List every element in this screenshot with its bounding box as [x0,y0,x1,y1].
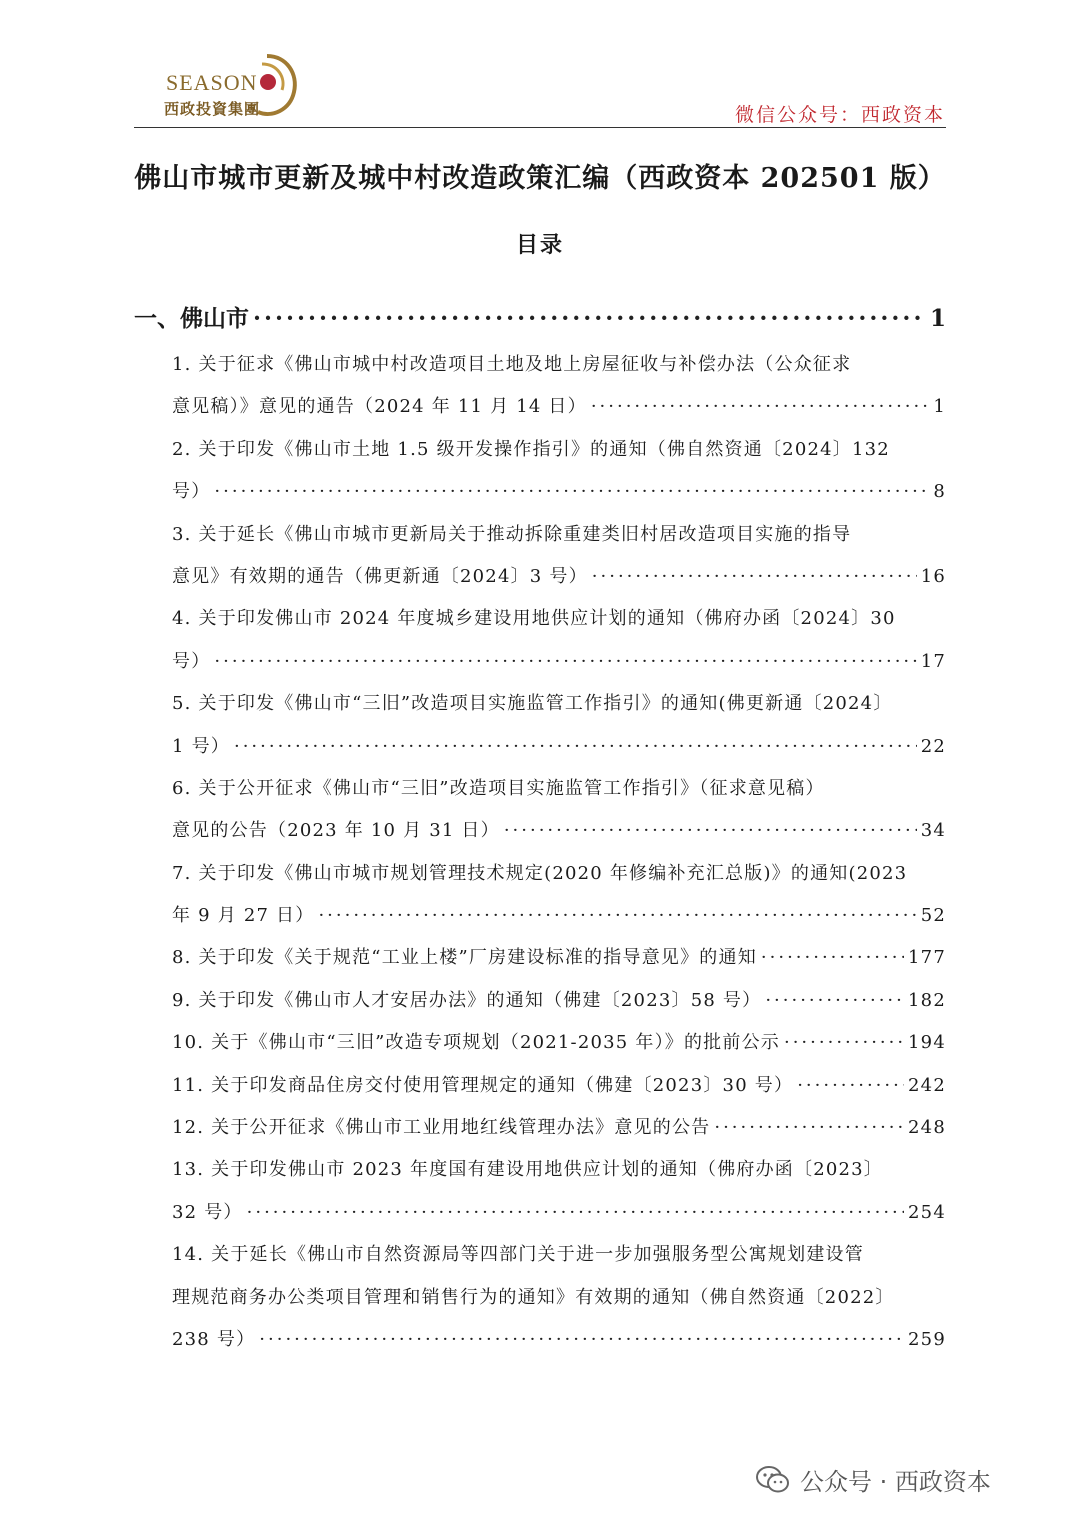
section-page: 1 [929,305,946,332]
leader-dots [797,1065,904,1107]
leader-dots [253,305,926,332]
header-divider [134,127,946,128]
toc-entry[interactable] [172,768,946,853]
document-title: 佛山市城市更新及城中村改造政策汇编（西政资本 202501 版） [134,163,946,194]
leader-dots [318,895,916,937]
toc-entry-line: 14. 关于延长《佛山市自然资源局等四部门关于进一步加强服务型公寓规划建设管 [172,1244,864,1266]
section-number: 一、 [134,305,180,332]
toc-entry-page: 259 [908,1328,946,1350]
toc-entry-line: 13. 关于印发佛山市 2023 年度国有建设用地供应计划的通知（佛府办函〔2023〕 [172,1159,884,1181]
toc-entry-line: 理规范商务办公类项目管理和销售行为的通知》有效期的通知（佛自然资通〔2022〕 [172,1286,895,1308]
toc-entry-page: 17 [920,650,946,672]
leader-dots [214,641,916,683]
toc-entry-line: 意见的公告（2023 年 10 月 31 日） [172,820,500,842]
toc-entry-page: 34 [920,820,946,842]
logo-chinese: 西政投資集團 [164,100,261,118]
toc-entry[interactable] [172,853,946,938]
toc-entry-page: 8 [933,481,946,503]
toc-entry-page: 52 [920,905,946,927]
toc-entry-page: 182 [908,989,946,1011]
toc-entry-line: 年 9 月 27 日） [172,905,315,927]
leader-dots [259,1319,904,1361]
toc-section[interactable] [134,300,946,344]
wechat-account-label: 微信公众号：西政资本 [734,104,945,126]
toc-entry-line: 10. 关于《佛山市“三旧”改造专项规划（2021-2035 年）》的批前公示 [172,1032,780,1054]
toc-entry[interactable] [172,980,946,1022]
toc-entry-page: 1 [933,396,946,418]
toc-entry-line: 238 号） [172,1328,256,1350]
leader-dots [247,1192,904,1234]
toc-entry[interactable] [172,514,946,599]
toc-entry-line: 1 号） [172,735,230,757]
toc-entry-line: 3. 关于延长《佛山市城市更新局关于推动拆除重建类旧村居改造项目实施的指导 [172,523,852,545]
footer-watermark [756,1462,991,1497]
toc-entry-page: 254 [908,1201,946,1223]
leader-dots [765,980,904,1022]
toc-entry-line: 意见》有效期的通告（佛更新通〔2024〕3 号） [172,565,588,587]
leader-dots [714,1107,904,1149]
toc-entry-line: 1. 关于征求《佛山市城中村改造项目土地及地上房屋征收与补偿办法（公众征求 [172,354,852,375]
company-logo [160,52,300,124]
toc-heading: 目录 [515,232,564,258]
section-label: 佛山市 [180,305,249,332]
leader-dots [784,1022,904,1064]
toc-entry[interactable] [172,1022,946,1064]
toc-entry[interactable] [172,1149,946,1234]
toc-entry-page: 177 [908,947,946,969]
toc-entry-page: 194 [908,1032,946,1054]
toc-entry[interactable] [172,598,946,683]
toc-entry-page: 16 [920,565,946,587]
toc-entry-line: 7. 关于印发《佛山市城市规划管理技术规定(2020 年修编补充汇总版)》的通知(2023 [172,862,908,884]
toc-entry-line: 32 号） [172,1201,243,1223]
toc-entry-line: 11. 关于印发商品住房交付使用管理规定的通知（佛建〔2023〕30 号） [172,1074,794,1096]
toc-entry-line: 4. 关于印发佛山市 2024 年度城乡建设用地供应计划的通知（佛府办函〔2024〕30 [172,608,896,630]
leader-dots [234,726,917,768]
toc-entry-line: 12. 关于公开征求《佛山市工业用地红线管理办法》意见的公告 [172,1117,711,1139]
logo-english: SEASON [166,70,258,95]
footer-text: 公众号 · 西政资本 [800,1468,991,1496]
toc-entry[interactable] [172,1234,946,1361]
toc-entry-line: 号） [172,650,211,672]
toc-entry[interactable] [172,1107,946,1149]
toc-entry[interactable] [172,937,946,979]
toc-entry-line: 8. 关于印发《关于规范“工业上楼”厂房建设标准的指导意见》的通知 [172,947,757,969]
toc-entry-line: 5. 关于印发《佛山市“三旧”改造项目实施监管工作指引》的通知(佛更新通〔2024〕 [172,693,893,715]
toc-entry-line: 6. 关于公开征求《佛山市“三旧”改造项目实施监管工作指引》（征求意见稿） [172,777,825,799]
table-of-contents [134,300,946,1361]
toc-entry[interactable] [172,429,946,514]
toc-entries [134,344,946,1361]
leader-dots [591,386,930,428]
toc-entry-page: 22 [920,735,946,757]
toc-entry-page: 242 [908,1074,946,1096]
toc-entry-page: 248 [908,1117,946,1139]
toc-entry-line: 9. 关于印发《佛山市人才安居办法》的通知（佛建〔2023〕58 号） [172,989,762,1011]
toc-entry-line: 号） [172,481,211,503]
toc-entry[interactable] [172,344,946,429]
toc-entry[interactable] [172,683,946,768]
leader-dots [214,471,929,513]
toc-entry-line: 意见稿）》意见的通告（2024 年 11 月 14 日） [172,396,587,418]
leader-dots [592,556,917,598]
toc-entry[interactable] [172,1065,946,1107]
wechat-icon [756,1466,790,1494]
leader-dots [504,810,917,852]
leader-dots [761,937,904,979]
toc-entry-line: 2. 关于印发《佛山市土地 1.5 级开发操作指引》的通知（佛自然资通〔2024〕132 [172,438,890,460]
